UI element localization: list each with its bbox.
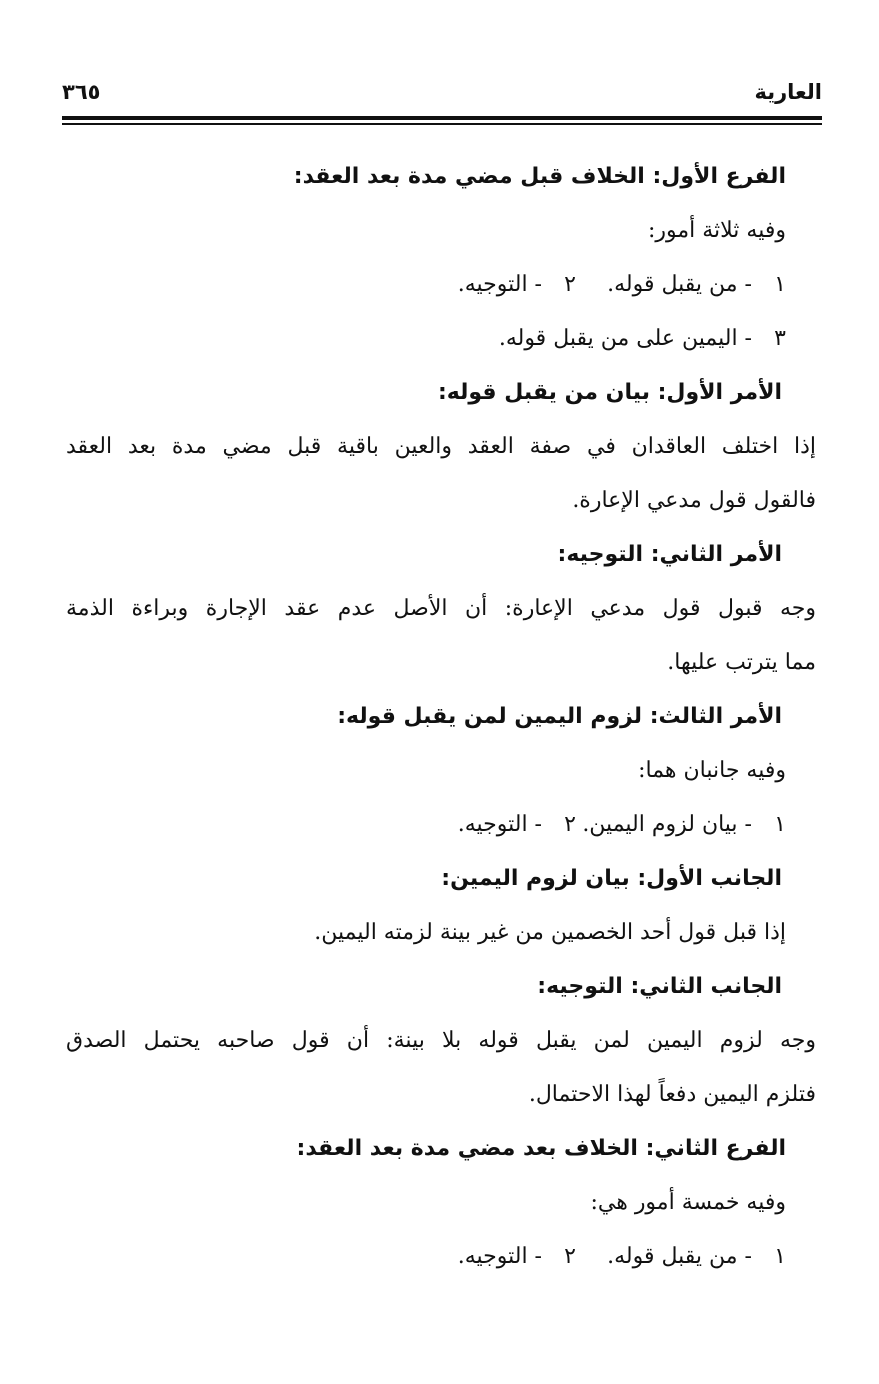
numbered-list-row (66, 258, 786, 312)
item-text: - التوجيه. (457, 272, 542, 297)
subheading: الأمر الثاني: التوجيه: (557, 542, 782, 567)
branch-heading-2: الفرع الثاني: الخلاف بعد مضي مدة بعد العقد: (296, 1136, 786, 1161)
paragraph-line: إذا اختلف العاقدان في صفة العقد والعين باقية قبل مضي مدة بعد العقد (66, 434, 816, 459)
item-number: ١ (774, 812, 786, 837)
subheading: الأمر الأول: بيان من يقبل قوله: (437, 380, 782, 405)
paragraph-line: وفيه ثلاثة أمور: (647, 218, 786, 243)
paragraph-line: وجه قبول قول مدعي الإعارة: أن الأصل عدم عقد الإجارة وبراءة الذمة (66, 596, 816, 621)
subheading: الجانب الثاني: التوجيه: (537, 974, 782, 999)
paragraph-line: وفيه خمسة أمور هي: (590, 1190, 786, 1215)
paragraph-line: فتلزم اليمين دفعاً لهذا الاحتمال. (528, 1082, 816, 1107)
item-text: - بيان لزوم اليمين. (582, 812, 752, 837)
list-item (458, 258, 576, 312)
item-text: - التوجيه. (457, 812, 542, 837)
item-number: ٢ (564, 1244, 576, 1269)
item-number: ١ (774, 1244, 786, 1269)
paragraph-line: إذا قبل قول أحد الخصمين من غير بينة لزمته اليمين. (314, 920, 786, 945)
subheading: الجانب الأول: بيان لزوم اليمين: (441, 866, 782, 891)
page-header (62, 80, 822, 110)
numbered-list-row (66, 1230, 786, 1284)
list-item (458, 1230, 576, 1284)
header-rule-thick (62, 116, 822, 120)
paragraph-line: فالقول قول مدعي الإعارة. (572, 488, 816, 513)
header-rule-thin (62, 123, 822, 125)
list-item (576, 258, 786, 312)
page-body (66, 150, 816, 1284)
paragraph-line: وفيه جانبان هما: (638, 758, 786, 783)
running-title: العارية (754, 80, 822, 104)
numbered-list-row (66, 798, 786, 852)
item-number: ١ (774, 272, 786, 297)
item-text: - اليمين على من يقبل قوله. (498, 326, 752, 351)
item-text: - من يقبل قوله. (607, 1244, 752, 1269)
item-number: ٢ (564, 812, 576, 837)
branch-heading-1: الفرع الأول: الخلاف قبل مضي مدة بعد العقد: (293, 164, 786, 189)
item-text: - من يقبل قوله. (607, 272, 752, 297)
paragraph-line: وجه لزوم اليمين لمن يقبل قوله بلا بينة: أن قول صاحبه يحتمل الصدق (66, 1028, 816, 1053)
item-number: ٢ (564, 272, 576, 297)
paragraph-line: مما يترتب عليها. (667, 650, 816, 675)
list-item (576, 1230, 786, 1284)
list-item (458, 798, 576, 852)
numbered-list-row (66, 312, 786, 366)
item-text: - التوجيه. (457, 1244, 542, 1269)
item-number: ٣ (774, 326, 786, 351)
page-number: ٣٦٥ (62, 80, 101, 104)
list-item (576, 798, 786, 852)
subheading: الأمر الثالث: لزوم اليمين لمن يقبل قوله: (337, 704, 782, 729)
